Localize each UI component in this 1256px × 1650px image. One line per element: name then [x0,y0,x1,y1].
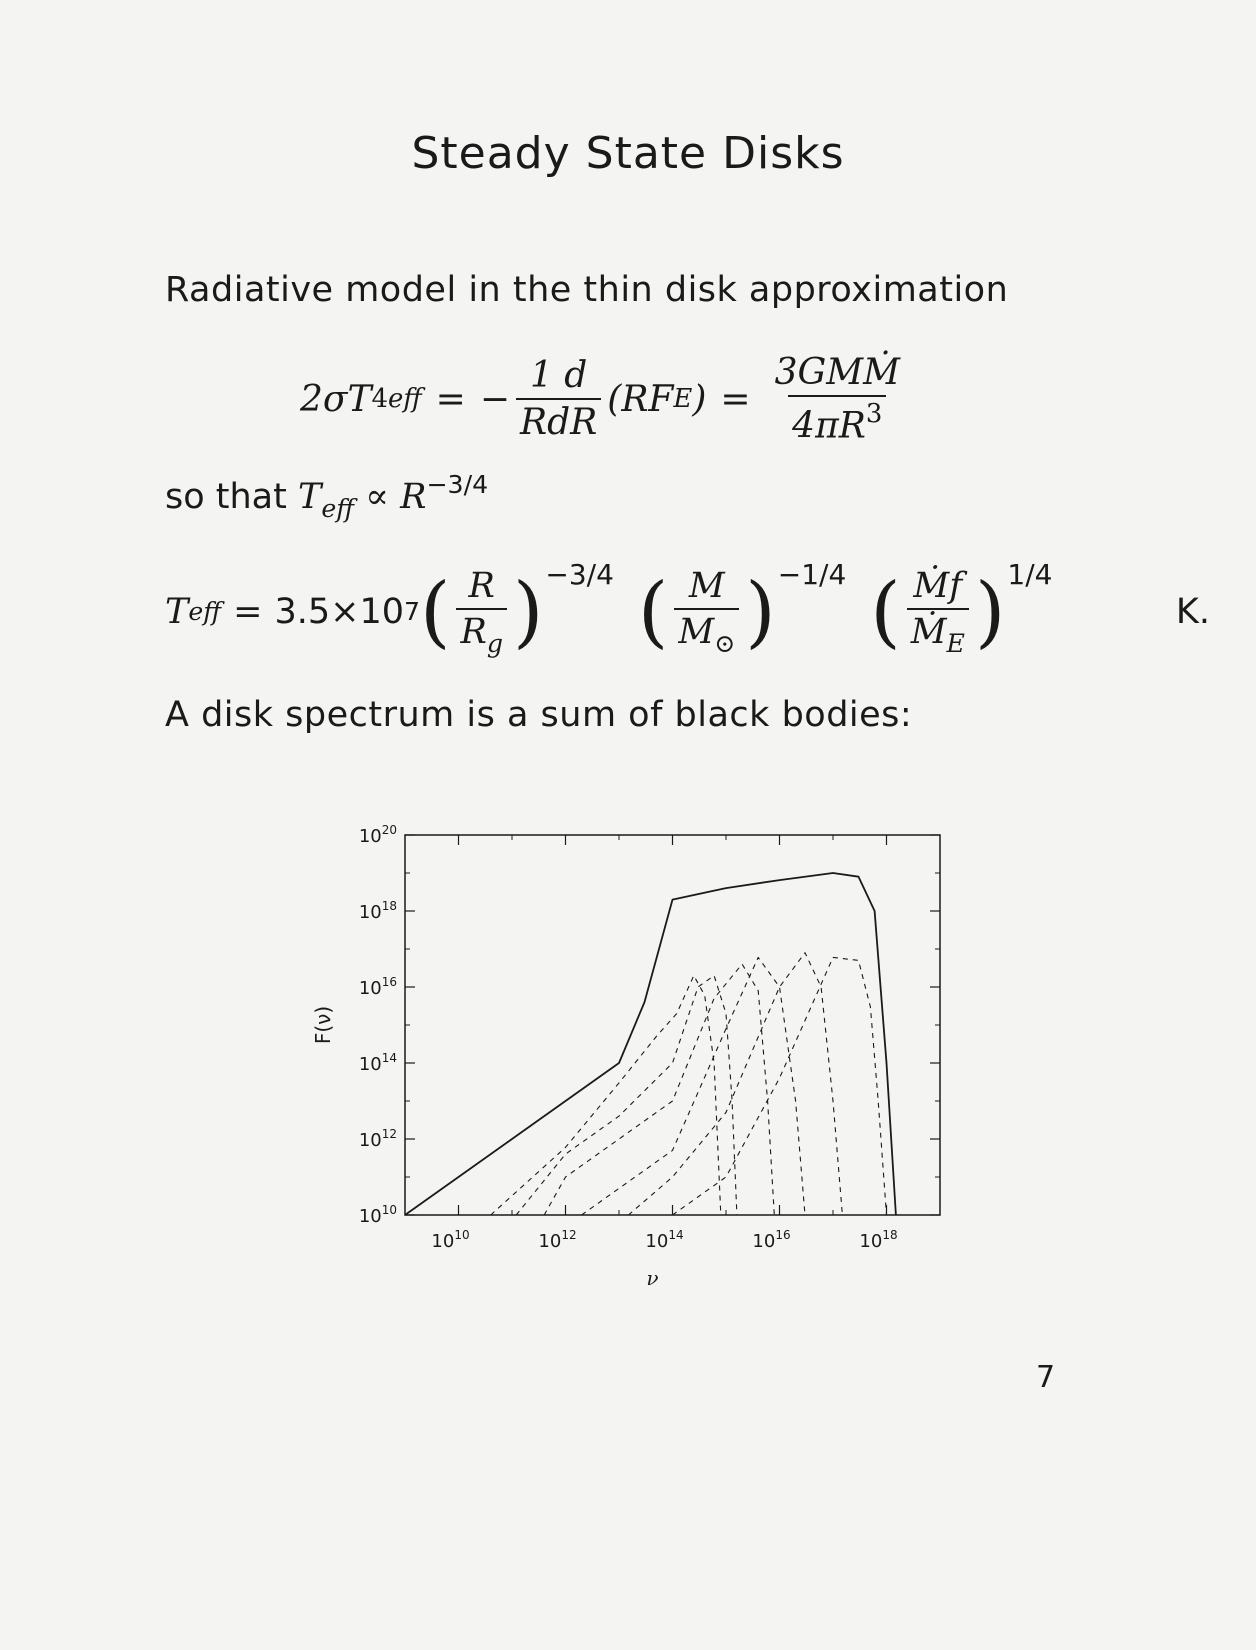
page-number: 7 [1036,1360,1056,1395]
ratio-mdot-num: Ṁf [913,566,963,606]
r-exp: −3/4 [426,470,489,499]
equals: = [435,378,466,420]
fraction-1-den: RdR [516,398,601,443]
blackbody-line-1 [491,976,721,1215]
exp-2: −1/4 [777,558,847,591]
mid-term: (RF [607,378,674,420]
ratio-m-den [674,608,739,658]
flux-equation [300,352,910,447]
ratio-r-den-sub: g [486,628,503,658]
paren-open: ( [637,566,669,657]
coefficient: 3.5×10 [274,591,404,632]
lhs-coef: 2σT [300,378,372,420]
mid-sub: E [673,384,693,415]
lhs-sub: eff [387,384,422,415]
t-lhs: T [165,591,189,632]
exp-3: 1/4 [1007,558,1053,591]
x-axis-label: ν [646,1266,659,1290]
disk-spectrum-text: A disk spectrum is a sum of black bodies: [165,695,913,735]
ratio-m-num: M [688,566,725,606]
paren-open: ( [870,566,901,657]
y-tick-label: $10^{14}$ [358,1051,397,1075]
fraction-2-den-base: 4πR [792,405,866,447]
y-tick-label: $10^{18}$ [358,899,397,923]
lhs-exp: 4 [371,384,388,415]
fraction-2-den [788,395,886,447]
paren-close: ) [512,566,544,657]
so-that-text: so that [165,477,287,518]
t-sub: eff [321,493,355,523]
disk-spectrum-chart [310,810,1010,1310]
y-tick-label: $10^{20}$ [358,823,397,847]
proportionality-line [165,470,488,523]
mid-close: ) [692,378,707,420]
ratio-m [674,566,739,658]
equals-3: = [233,591,263,632]
y-tick-label: $10^{16}$ [358,975,397,999]
ratio-r [456,566,506,658]
paren-close: ) [745,566,776,657]
ratio-r-num: R [468,566,495,606]
unit-kelvin: K. [1175,591,1210,632]
y-tick-label: $10^{12}$ [358,1127,397,1151]
x-tick-label: $10^{16}$ [752,1228,791,1252]
equals-2: = [720,378,751,420]
page-title: Steady State Disks [411,128,845,179]
exp-1: −3/4 [545,558,614,591]
blackbody-line-6 [673,957,887,1215]
fraction-2-num: 3GMṀ [774,352,900,393]
fraction-2-den-exp: 3 [865,399,883,429]
fraction-1-num: 1 d [529,355,588,397]
ratio-m-den-base: M [678,612,715,652]
ratio-m-den-sub: ⊙ [714,628,736,658]
r-symbol: R [400,477,427,518]
coefficient-exp: 7 [403,597,421,627]
t-lhs-sub: eff [188,597,222,627]
x-tick-label: $10^{14}$ [645,1228,684,1252]
x-tick-label: $10^{18}$ [859,1228,898,1252]
x-tick-label: $10^{12}$ [538,1228,577,1252]
fraction-2 [771,352,904,447]
y-tick-label: $10^{10}$ [358,1203,397,1227]
intro-text: Radiative model in the thin disk approximation [165,270,1009,310]
ratio-mdot-den-base: Ṁ [910,612,947,652]
t-symbol: T [298,477,322,518]
ratio-mdot-den [907,608,969,658]
ratio-mdot [907,566,969,658]
x-tick-label: $10^{10}$ [431,1228,470,1252]
ratio-r-den [456,608,506,658]
fraction-1 [516,355,601,443]
ratio-mdot-den-sub: E [946,628,965,658]
paren-close: ) [974,566,1006,657]
paren-open: ( [420,566,451,657]
ratio-r-den-base: R [460,612,487,652]
blackbody-line-2 [516,976,737,1215]
temperature-equation [165,558,1210,658]
blackbody-line-4 [582,957,805,1215]
blackbody-line-3 [544,964,774,1215]
minus: − [479,378,511,420]
y-axis-label: F(ν) [311,1005,335,1045]
prop-symbol: ∝ [365,477,389,518]
